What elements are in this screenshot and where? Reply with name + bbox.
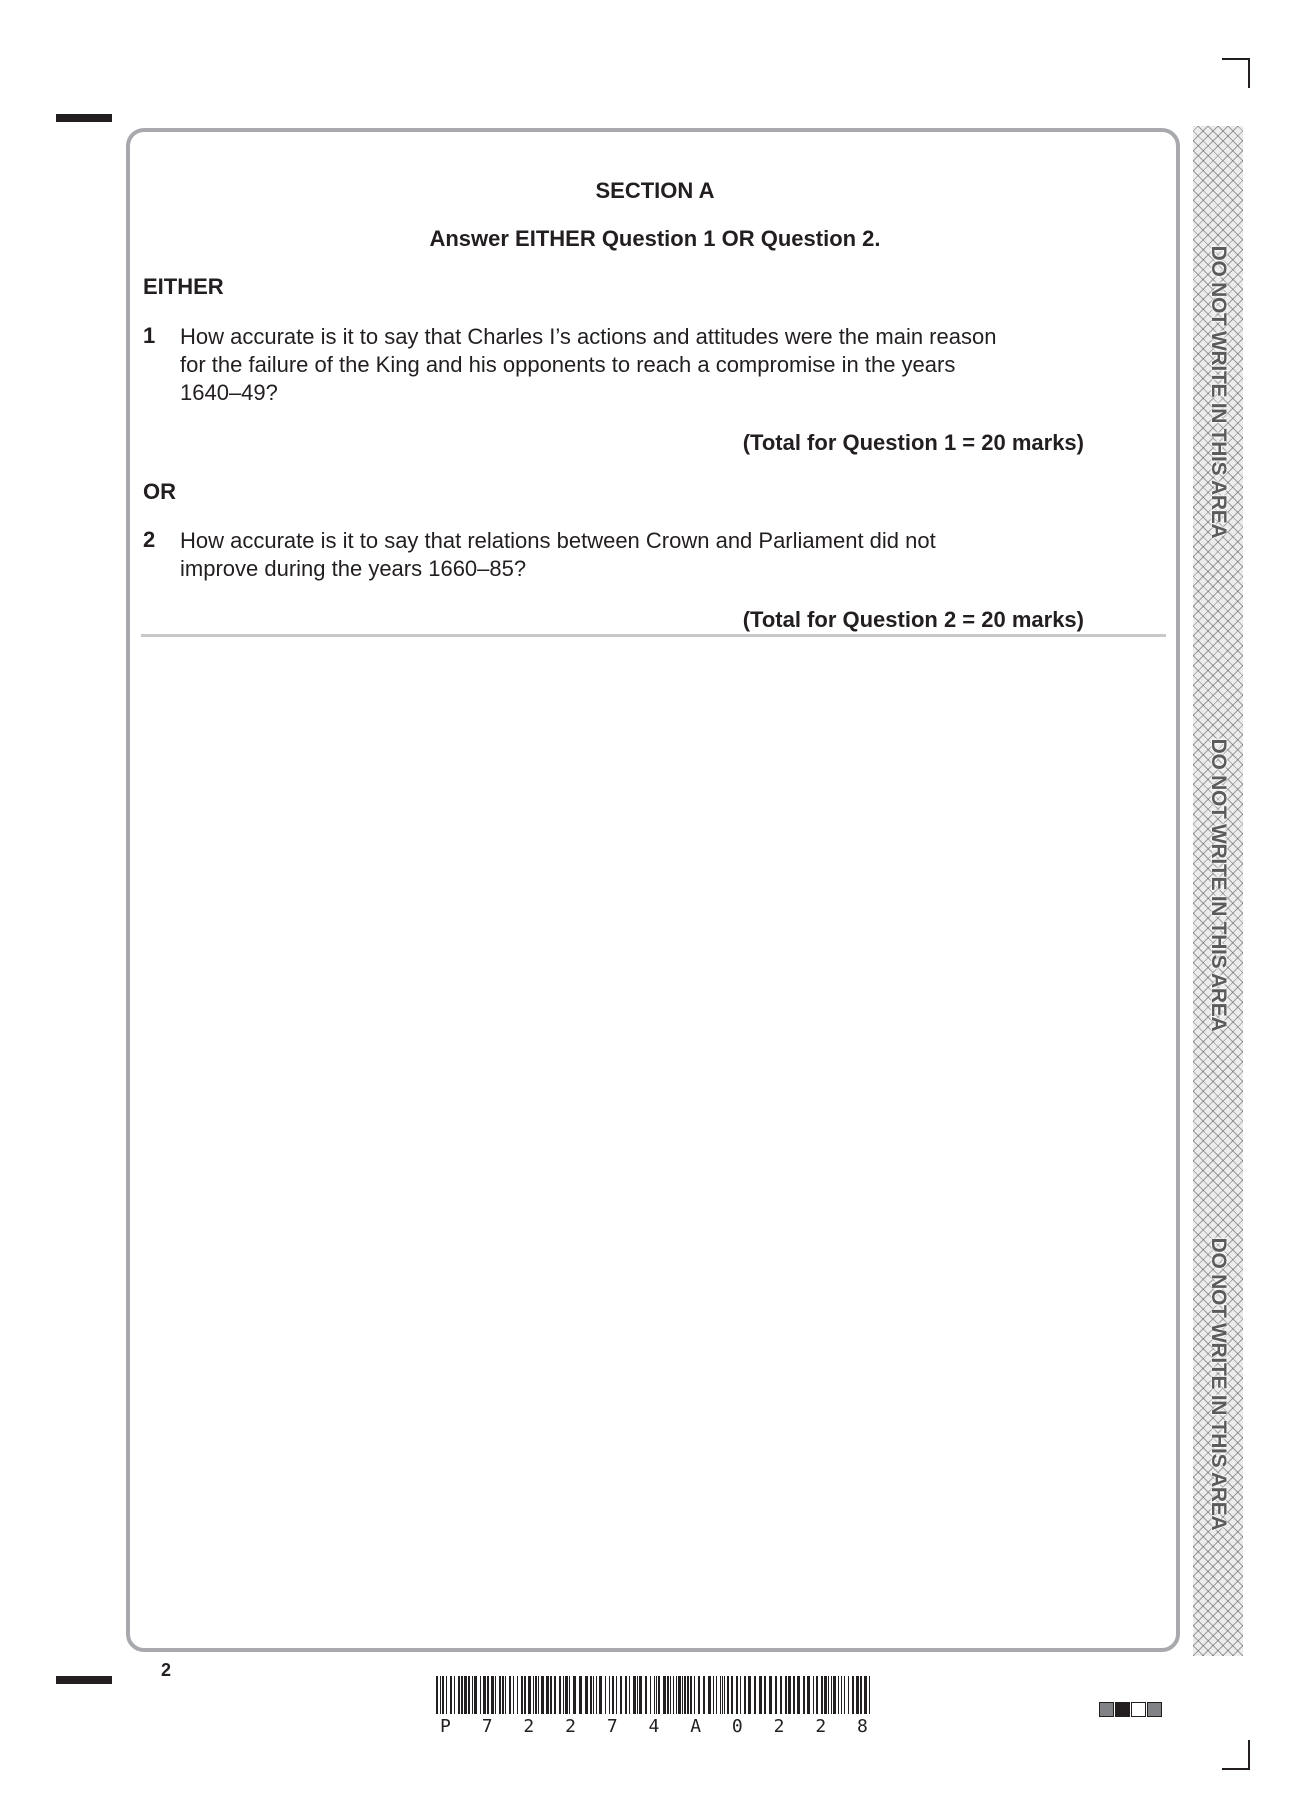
barcode-bar (722, 1676, 723, 1714)
barcode-bar (585, 1676, 588, 1714)
barcode-bar (436, 1676, 438, 1714)
barcode-bar (864, 1676, 867, 1714)
barcode-bar (848, 1676, 849, 1714)
barcode-bar (645, 1676, 647, 1714)
question-2-total: (Total for Question 2 = 20 marks) (742, 607, 1084, 632)
barcode-bar (454, 1676, 455, 1714)
barcode-bar (841, 1676, 842, 1714)
barcode-bar (517, 1676, 518, 1714)
barcode-bar (844, 1676, 845, 1714)
barcode-bar (468, 1676, 470, 1714)
barcode-bar (656, 1676, 657, 1714)
barcode-bar (550, 1676, 552, 1714)
barcode-bar (474, 1676, 477, 1714)
barcode-bar (464, 1676, 467, 1714)
barcode-bar (491, 1676, 494, 1714)
barcode-bar (563, 1676, 564, 1714)
barcode-text (440, 1716, 868, 1737)
barcode (436, 1676, 872, 1714)
barcode-bar (513, 1676, 514, 1714)
question-1-line-3: 1640–49? (180, 380, 278, 405)
barcode-bar (554, 1676, 556, 1714)
barcode-bar (599, 1676, 602, 1714)
barcode-bar (678, 1676, 681, 1714)
barcode-char: 7 (606, 1716, 618, 1737)
barcode-bar (736, 1676, 738, 1714)
question-2-text (180, 527, 1050, 583)
barcode-bar (605, 1676, 606, 1714)
crop-mark-top-right-vertical (1248, 58, 1250, 88)
barcode-bar (793, 1676, 795, 1714)
barcode-bar (458, 1676, 460, 1714)
barcode-bar (546, 1676, 549, 1714)
barcode-bar (612, 1676, 614, 1714)
page-number: 2 (161, 1660, 172, 1680)
barcode-char: 8 (857, 1716, 868, 1737)
question-2-line-2: improve during the years 1660–85? (180, 556, 527, 581)
page-marker-boxes (1098, 1702, 1162, 1717)
or-label: OR (143, 479, 176, 504)
barcode-bar (833, 1676, 836, 1714)
barcode-bar (788, 1676, 791, 1714)
margin-warning-3: DO NOT WRITE IN THIS AREA (1207, 1237, 1230, 1531)
page-marker-box (1099, 1702, 1114, 1717)
barcode-bar (499, 1676, 501, 1714)
barcode-char: 2 (773, 1716, 785, 1737)
margin-warning-1: DO NOT WRITE IN THIS AREA (1207, 245, 1230, 539)
barcode-bar (856, 1676, 859, 1714)
barcode-char: A (690, 1716, 702, 1737)
barcode-bar (744, 1676, 746, 1714)
barcode-bar (450, 1676, 452, 1714)
barcode-bar (509, 1676, 511, 1714)
barcode-bar (694, 1676, 695, 1714)
barcode-bar (687, 1676, 689, 1714)
barcode-bar (658, 1676, 660, 1714)
barcode-bar (727, 1676, 729, 1714)
barcode-bar (538, 1676, 539, 1714)
barcode-bar (852, 1676, 854, 1714)
barcode-bar (780, 1676, 782, 1714)
barcode-bar (573, 1676, 576, 1714)
barcode-bar (596, 1676, 597, 1714)
barcode-bar (650, 1676, 651, 1714)
barcode-bar (676, 1676, 677, 1714)
barcode-bar (673, 1676, 674, 1714)
barcode-bar (759, 1676, 762, 1714)
barcode-bar (569, 1676, 570, 1714)
barcode-char: 4 (648, 1716, 660, 1737)
question-2-line-1: How accurate is it to say that relations between Crown and Parliament did not (180, 528, 936, 553)
barcode-bar (590, 1676, 592, 1714)
barcode-bar (616, 1676, 617, 1714)
barcode-bar (860, 1676, 862, 1714)
barcode-bar (579, 1676, 582, 1714)
barcode-bar (521, 1676, 523, 1714)
barcode-bar (708, 1676, 711, 1714)
barcode-bar (593, 1676, 594, 1714)
barcode-bar (769, 1676, 772, 1714)
barcode-bar (797, 1676, 800, 1714)
barcode-bar (803, 1676, 805, 1714)
barcode-bar (442, 1676, 444, 1714)
section-instruction: Answer EITHER Question 1 OR Question 2. (429, 226, 881, 251)
barcode-bar (495, 1676, 496, 1714)
section-title: SECTION A (595, 178, 715, 203)
barcode-char: P (440, 1716, 451, 1737)
barcode-bar (813, 1676, 814, 1714)
registration-bar-top (56, 114, 112, 122)
section-divider (141, 634, 1166, 637)
question-2-number: 2 (143, 527, 156, 552)
barcode-bar (483, 1676, 486, 1714)
barcode-bar (559, 1676, 561, 1714)
barcode-bar (869, 1676, 870, 1714)
barcode-bar (565, 1676, 568, 1714)
barcode-bar (620, 1676, 622, 1714)
barcode-char: 2 (523, 1716, 535, 1737)
crop-mark-bottom-right-horizontal (1222, 1768, 1250, 1770)
question-1-line-1: How accurate is it to say that Charles I’s actions and attitudes were the main reason (180, 324, 997, 349)
barcode-bar (703, 1676, 705, 1714)
crop-mark-top-right-horizontal (1222, 58, 1250, 60)
barcode-bar (446, 1676, 447, 1714)
barcode-bar (764, 1676, 766, 1714)
barcode-char: 2 (815, 1716, 827, 1737)
barcode-bar (633, 1676, 636, 1714)
crop-mark-bottom-right-vertical (1248, 1740, 1250, 1770)
barcode-char: 2 (565, 1716, 576, 1737)
barcode-bar (533, 1676, 534, 1714)
question-1-total: (Total for Question 1 = 20 marks) (742, 430, 1084, 455)
barcode-char: 7 (481, 1716, 493, 1737)
barcode-bar (785, 1676, 787, 1714)
barcode-bar (713, 1676, 714, 1714)
barcode-bar (535, 1676, 537, 1714)
barcode-bar (807, 1676, 810, 1714)
registration-bar-bottom (56, 1676, 112, 1684)
barcode-bar (821, 1676, 823, 1714)
barcode-bar (698, 1676, 700, 1714)
barcode-bar (629, 1676, 630, 1714)
barcode-bar (754, 1676, 756, 1714)
barcode-bar (682, 1676, 683, 1714)
barcode-bar (716, 1676, 717, 1714)
barcode-bar (663, 1676, 666, 1714)
page-marker-box (1147, 1702, 1162, 1717)
barcode-bar (667, 1676, 669, 1714)
barcode-bar (824, 1676, 827, 1714)
barcode-bar (654, 1676, 655, 1714)
page-marker-box (1131, 1702, 1146, 1717)
barcode-bar (838, 1676, 839, 1714)
barcode-bar (637, 1676, 638, 1714)
barcode-bar (731, 1676, 733, 1714)
barcode-bar (524, 1676, 526, 1714)
barcode-bar (609, 1676, 610, 1714)
either-label: EITHER (143, 274, 224, 299)
barcode-bar (625, 1676, 627, 1714)
barcode-bar (670, 1676, 671, 1714)
barcode-bar (724, 1676, 725, 1714)
barcode-bar (684, 1676, 686, 1714)
barcode-bar (748, 1676, 751, 1714)
barcode-bar (528, 1676, 531, 1714)
barcode-bar (505, 1676, 506, 1714)
barcode-bar (472, 1676, 473, 1714)
page-marker-box (1115, 1702, 1130, 1717)
barcode-bar (720, 1676, 721, 1714)
barcode-bar (440, 1676, 441, 1714)
barcode-bar (541, 1676, 544, 1714)
barcode-bar (775, 1676, 777, 1714)
barcode-char: 0 (731, 1716, 743, 1737)
question-1-line-2: for the failure of the King and his opponents to reach a compromise in the years (180, 352, 956, 377)
barcode-bar (690, 1676, 692, 1714)
barcode-bar (480, 1676, 481, 1714)
barcode-bar (740, 1676, 741, 1714)
question-1-number: 1 (143, 323, 156, 348)
margin-warning-2: DO NOT WRITE IN THIS AREA (1207, 738, 1230, 1032)
barcode-bar (828, 1676, 829, 1714)
barcode-bar (461, 1676, 463, 1714)
barcode-bar (502, 1676, 504, 1714)
question-1-text (180, 323, 1050, 407)
barcode-bar (639, 1676, 642, 1714)
barcode-bar (487, 1676, 489, 1714)
barcode-bar (831, 1676, 832, 1714)
barcode-bar (816, 1676, 818, 1714)
